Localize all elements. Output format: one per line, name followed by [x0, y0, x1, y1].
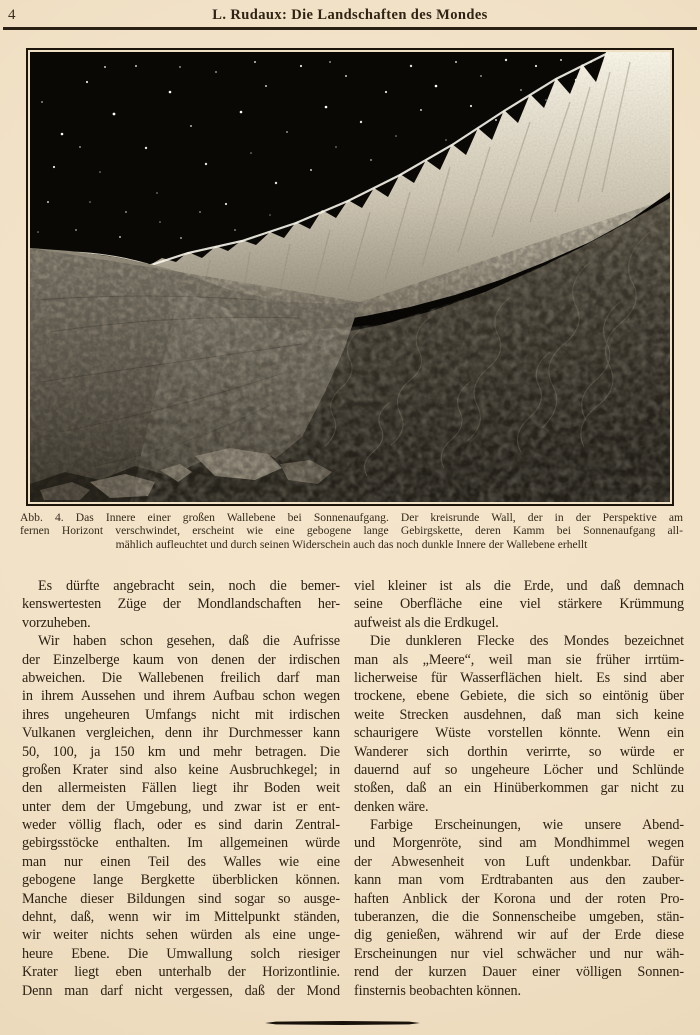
- text-line: stoßen, daß an ein Hinüberkommen gar nicht zu: [354, 780, 684, 797]
- text-column-right: [354, 577, 684, 1000]
- text-line: dehnt, daß, wenn wir im Mittelpunkt ständen,: [22, 909, 340, 926]
- text-line: kenswertesten Züge der Mondlandschaften her-: [22, 596, 340, 613]
- text-line: großen Krater sind also keine Ausbruchkegel; in: [22, 761, 340, 778]
- text-line: und Morgenröte, sind am Mondhimmel wegen: [354, 835, 684, 852]
- text-line: unter dem der Umgebung, und zwar ist er ent-: [22, 798, 340, 815]
- paragraph: [22, 577, 340, 632]
- lunar-landscape-figure: [26, 48, 674, 506]
- text-line: vorzuheben.: [22, 614, 91, 631]
- paragraph: [354, 816, 684, 1000]
- text-line: finsternis beobachten können.: [354, 982, 521, 999]
- text-line: heure Ebene. Die Umwallung solch riesiger: [22, 945, 340, 962]
- header-rule: [3, 27, 697, 30]
- text-line: gebirgsstöcke enthalten. Im allgemeinen würde: [22, 835, 340, 852]
- text-line: aufweist als die Erdkugel.: [354, 614, 499, 631]
- text-line: haften Anblick der Korona und der roten Pro-: [354, 890, 684, 907]
- text-line: Farbige Erscheinungen, wie unsere Abend-: [370, 817, 684, 834]
- text-line: weder völlig flach, oder es sind darin Zentral-: [22, 817, 340, 834]
- text-line: Erscheinungen nur viel schwächer und nur wäh-: [354, 945, 684, 962]
- caption-line: mählich aufleuchtet und durch seinen Widerschein auch das noch dunkle Innere der Wallebene erhellt: [115, 537, 588, 551]
- text-line: man als „Meere“, weil man sie früher irrtüm-: [354, 651, 684, 668]
- text-line: trockene, ebene Gebiete, die sich so eintönig über: [354, 688, 684, 705]
- page-number: 4: [8, 7, 16, 23]
- running-title: L. Rudaux: Die Landschaften des Mondes: [212, 7, 488, 23]
- text-line: weite Strecken ausdehnen, daß man sich keine: [354, 706, 684, 723]
- text-line: dig genießen, während wir auf der Erde diese: [354, 927, 684, 944]
- text-line: Wanderer sich dorthin verirrte, so würde er: [354, 743, 684, 760]
- text-line: Wir haben schon gesehen, daß die Aufrisse: [38, 633, 340, 650]
- text-line: dauernd auf so ungeheure Löcher und Schlünde: [354, 761, 684, 778]
- paragraph: [354, 577, 684, 632]
- caption-line: fernen Horizont verschwindet, erscheint wie eine gebogene lange Gebirgskette, deren Kamm bei Sonnenaufgang all-: [20, 524, 683, 538]
- text-line: in ihrem Aussehen und ihrem Aufbau schon wegen: [22, 688, 340, 705]
- text-line: kann man vom Erdtrabanten aus den zauber-: [354, 872, 684, 889]
- text-line: der Abwesenheit von Luft undenkbar. Dafür: [354, 853, 684, 870]
- text-line: abweichen. Die Wallebenen freilich darf man: [22, 669, 340, 686]
- text-line: Manche dieser Bildungen sind sogar so ausge-: [22, 890, 340, 907]
- text-line: 50, 100, ja 150 km und mehr betragen. Die: [22, 743, 340, 760]
- text-line: seine Oberfläche eine viel stärkere Krümmung: [354, 596, 684, 613]
- caption-line: Abb. 4. Das Innere einer großen Wallebene bei Sonnenaufgang. Der kreisrunde Wall, der in der Perspektive am: [20, 511, 683, 524]
- text-line: viel kleiner ist als die Erde, und daß demnach: [354, 578, 684, 594]
- text-line: gebogene lange Bergkette überblicken können.: [22, 872, 340, 889]
- text-line: Vulkanen vergleichen, denn ihr Durchmesser kann: [22, 725, 340, 742]
- paragraph: [22, 632, 340, 1000]
- text-line: der Einzelberge kaum von denen der irdischen: [22, 651, 340, 668]
- text-column-left: [22, 577, 340, 1000]
- lunar-landscape-illustration: [30, 52, 670, 502]
- text-line: den allermeisten Fällen liegt ihr Boden weit: [22, 780, 340, 797]
- section-divider: [265, 1021, 420, 1025]
- text-line: Es dürfte angebracht sein, noch die bemer-: [38, 578, 340, 594]
- text-line: licherweise für Wasserflächen hielt. Es sind aber: [354, 669, 684, 686]
- text-line: wir weiter nichts sehen würden als eine unge-: [22, 927, 340, 944]
- text-line: tuberanzen, die die Sonnenscheibe umgeben, stän-: [354, 909, 684, 926]
- text-line: Die dunkleren Flecke des Mondes bezeichnet: [370, 633, 684, 650]
- text-line: man nur einen Teil des Walles wie eine: [22, 853, 340, 870]
- figure-caption: [20, 511, 683, 551]
- text-line: Krater liegt eben unterhalb der Horizontlinie.: [22, 964, 340, 981]
- paragraph: [354, 632, 684, 816]
- text-line: denken wäre.: [354, 798, 429, 815]
- text-line: Denn man darf nicht vergessen, daß der Mond: [22, 982, 340, 999]
- text-line: rend der kurzen Dauer einer völligen Sonnen-: [354, 964, 684, 981]
- text-line: ihres ungeheuren Umfangs nicht mit irdischen: [22, 706, 340, 723]
- text-line: schaurigere Wüste vorstellen könnte. Wenn ein: [354, 725, 684, 742]
